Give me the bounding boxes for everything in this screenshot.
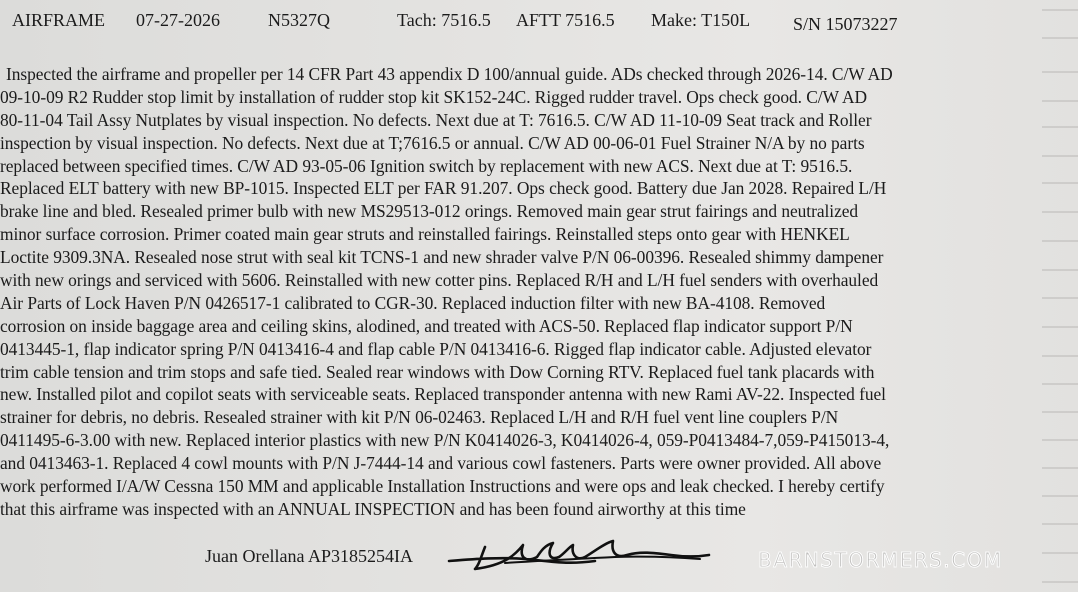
entry-line: Replaced ELT battery with new BP-1015. Inspected ELT per FAR 91.207. Ops check good. Battery due Jan 2028. Repaired L/H bbox=[0, 178, 887, 199]
entry-line: that this airframe was inspected with an ANNUAL INSPECTION and has been found airworthy at this time bbox=[0, 498, 746, 519]
entry-line: trim cable tension and trim stops and safe tied. Sealed rear windows with Dow Corning RTV. Replaced fuel tank placards with bbox=[0, 361, 875, 382]
signer-name: Juan Orellana AP3185254IA bbox=[205, 546, 413, 566]
entry-line: 0411495-6-3.00 with new. Replaced interior plastics with new P/N K0414026-3, K0414026-4, 059-P0413484-7,059-P415013-4, bbox=[0, 430, 890, 451]
signature-block bbox=[0, 543, 1078, 583]
tach-time: Tach: 7516.5 bbox=[397, 10, 491, 30]
entry-date: 07-27-2026 bbox=[136, 10, 220, 30]
entry-line: corrosion on inside baggage area and ceiling skins, alodined, and treated with ACS-50. Replaced flap indicator support P/N bbox=[0, 315, 853, 336]
tail-number: N5327Q bbox=[268, 10, 330, 30]
maintenance-entry-text bbox=[0, 63, 1050, 521]
serial-number: S/N 15073227 bbox=[793, 14, 898, 34]
entry-line: work performed I/A/W Cessna 150 MM and applicable Installation Instructions and were ops and leak checked. I hereby certify bbox=[0, 476, 885, 497]
aircraft-make: Make: T150L bbox=[651, 10, 751, 30]
aftt-time: AFTT 7516.5 bbox=[516, 10, 615, 30]
entry-line: 09-10-09 R2 Rudder stop limit by installation of rudder stop kit SK152-24C. Rigged rudder travel. Ops check good. C/W AD bbox=[0, 86, 867, 107]
entry-line: new. Installed pilot and copilot seats with serviceable seats. Replaced transponder antenna with new Rami AV-22. Inspected fuel bbox=[0, 384, 886, 405]
margin-ruling bbox=[1038, 0, 1078, 592]
entry-line: and 0413463-1. Replaced 4 cowl mounts with P/N J-7444-14 and various cowl fasteners. Parts were owner provided. All above bbox=[0, 453, 882, 474]
entry-line: brake line and bled. Resealed primer bulb with new MS29513-012 orings. Removed main gear strut fairings and neutralized bbox=[0, 201, 859, 222]
entry-line: minor surface corrosion. Primer coated main gear struts and reinstalled fairings. Reinstalled steps onto gear with HENKEL bbox=[0, 224, 850, 245]
entry-line: strainer for debris, no debris. Resealed strainer with kit P/N 06-02463. Replaced L/H and R/H fuel vent line couplers P/N bbox=[0, 407, 839, 428]
entry-line: 0413445-1, flap indicator spring P/N 0413416-4 and flap cable P/N 0413416-6. Rigged flap indicator cable. Adjusted elevator bbox=[0, 338, 872, 359]
watermark-text: BARNSTORMERS.COM bbox=[758, 548, 1003, 572]
entry-line: with new orings and serviced with 5606. Reinstalled with new cotter pins. Replaced R/H and L/H fuel senders with overhauled bbox=[0, 270, 879, 291]
entry-line: Air Parts of Lock Haven P/N 0426517-1 calibrated to CGR-30. Replaced induction filter with new BA-4108. Removed bbox=[0, 292, 826, 313]
handwritten-signature bbox=[445, 535, 715, 573]
entry-header bbox=[0, 8, 1078, 40]
section-title: AIRFRAME bbox=[12, 10, 106, 30]
entry-line: 80-11-04 Tail Assy Nutplates by visual inspection. No defects. Next due at T: 7616.5. C/W AD 11-10-09 Seat track and Roller bbox=[0, 109, 872, 130]
entry-line: Inspected the airframe and propeller per 14 CFR Part 43 appendix D 100/annual guide. ADs checked through 2026-14. C/W AD bbox=[6, 64, 893, 84]
entry-line: replaced between specified times. C/W AD 93-05-06 Ignition switch by replacement with new ACS. Next due at T: 9516.5. bbox=[0, 155, 853, 176]
entry-line: Loctite 9309.3NA. Resealed nose strut with seal kit TCNS-1 and new shrader valve P/N 06-00396. Resealed shimmy dampener bbox=[0, 247, 884, 268]
entry-line: inspection by visual inspection. No defects. Next due at T;7616.5 or annual. C/W AD 00-06-01 Fuel Strainer N/A by no parts bbox=[0, 132, 865, 153]
